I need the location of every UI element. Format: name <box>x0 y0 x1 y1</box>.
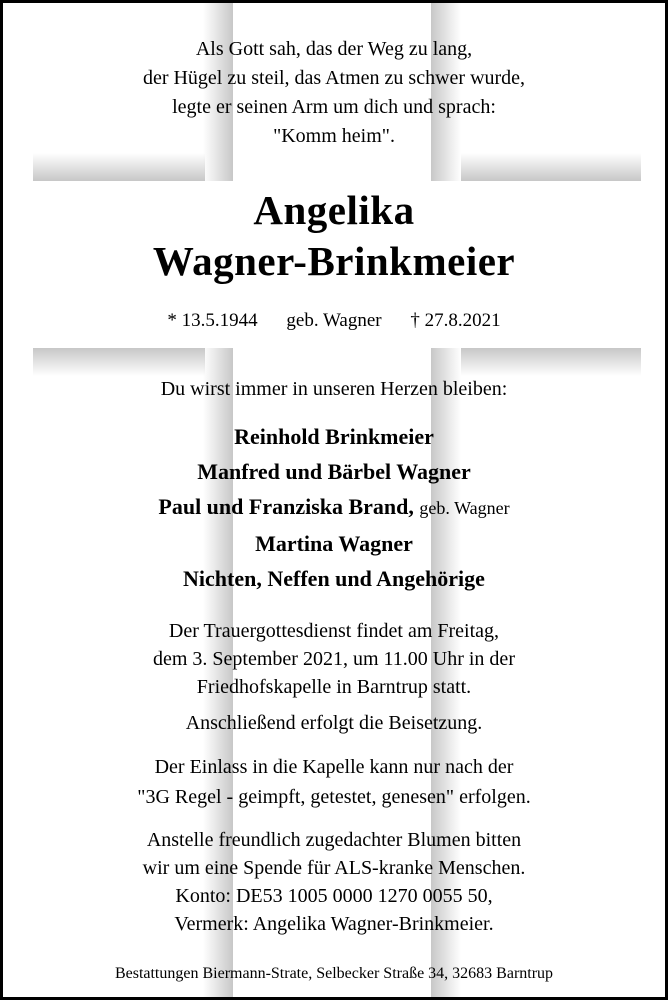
mourner: Martina Wagner <box>255 531 413 556</box>
mourner: Reinhold Brinkmeier <box>234 424 434 449</box>
entry-line: Der Einlass in die Kapelle kann nur nach der <box>154 756 514 778</box>
poem-line: "Komm heim". <box>273 125 395 147</box>
donation-line: Anstelle freundlich zugedachter Blumen bitten <box>146 829 522 851</box>
donation-line: Vermerk: Angelika Wagner-Brinkmeier. <box>174 913 494 935</box>
poem <box>3 35 665 151</box>
donation-line: Konto: DE53 1005 0000 1270 0055 50, <box>175 885 493 907</box>
deceased-name <box>3 185 665 287</box>
first-name: Angelika <box>253 187 415 233</box>
last-name: Wagner-Brinkmeier <box>152 238 516 284</box>
service-line: dem 3. September 2021, um 11.00 Uhr in der <box>153 648 515 670</box>
service-info <box>3 617 665 701</box>
poem-line: der Hügel zu steil, das Atmen zu schwer wurde, <box>142 67 526 89</box>
donation-info <box>3 826 665 938</box>
maiden-name: geb. Wagner <box>286 310 382 331</box>
poem-line: legte er seinen Arm um dich und sprach: <box>172 96 496 118</box>
service-line: Friedhofskapelle in Barntrup statt. <box>196 676 472 698</box>
mourner <box>3 489 665 526</box>
life-dates <box>3 307 665 335</box>
mourner-note: geb. Wagner <box>419 498 510 518</box>
birth-date: * 13.5.1944 <box>167 310 258 331</box>
service-line: Der Trauergottesdienst findet am Freitag, <box>168 620 500 642</box>
mourner: Manfred und Bärbel Wagner <box>197 459 471 484</box>
mourner-name: Paul und Franziska Brand, <box>158 494 414 519</box>
donation-line: wir um eine Spende für ALS-kranke Menschen. <box>142 857 526 879</box>
funeral-home-footer: Bestattungen Biermann-Strate, Selbecker Straße 34, 32683 Barntrup <box>114 965 554 982</box>
mourners-intro: Du wirst immer in unseren Herzen bleiben: <box>160 378 508 400</box>
burial-info: Anschließend erfolgt die Beisetzung. <box>185 712 483 734</box>
entry-line: "3G Regel - geimpft, getestet, genesen" erfolgen. <box>137 786 531 808</box>
entry-rules <box>3 752 665 812</box>
death-date: † 27.8.2021 <box>410 310 501 331</box>
mourner: Nichten, Neffen und Angehörige <box>183 566 485 591</box>
mourners-list <box>3 419 665 596</box>
poem-line: Als Gott sah, das der Weg zu lang, <box>195 38 473 60</box>
